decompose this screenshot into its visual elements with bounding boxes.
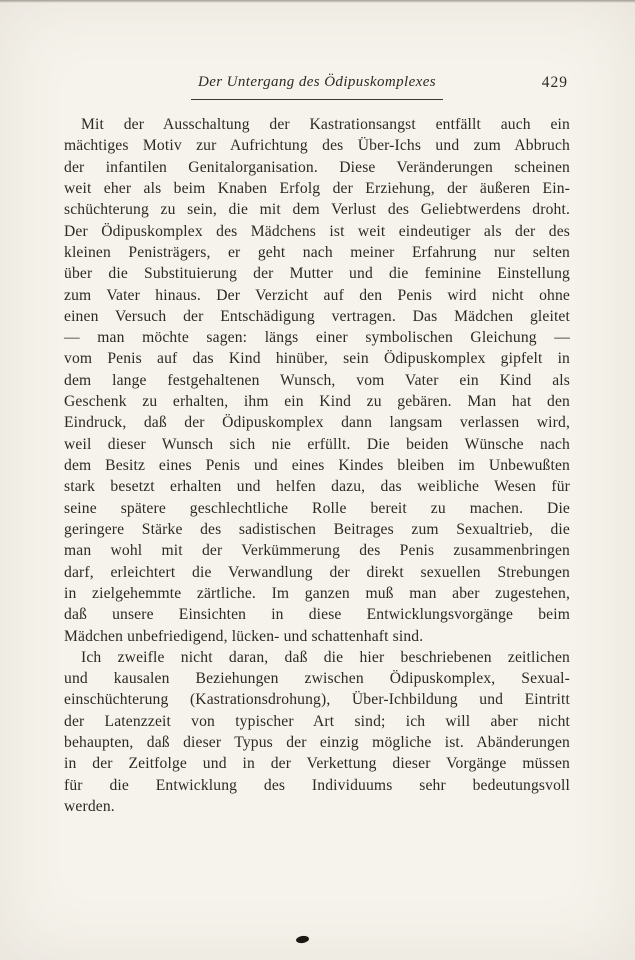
text-line: einschüchterung (Kastrationsdrohung), Über-Ichbildung und Eintritt — [64, 691, 570, 709]
scan-artifact — [296, 935, 310, 944]
text-line: darf, erleichtert die Verwandlung der direkt sexuellen Strebungen — [64, 563, 570, 581]
text-line: weil dieser Wunsch sich nie erfüllt. Die beiden Wünsche nach — [64, 435, 570, 453]
text-line: Ich zweifle nicht daran, daß die hier beschriebenen zeitlichen — [81, 648, 570, 666]
text-line: man wohl mit der Verkümmerung des Penis zusammenbringen — [64, 542, 570, 560]
text-line: Eindruck, daß der Ödipuskomplex dann langsam verlassen wird, — [64, 414, 570, 432]
text-line: in zielgehemmte zärtliche. Im ganzen muß man aber zugestehen, — [64, 584, 570, 602]
text-line: geringere Stärke des sadistischen Beitrages zum Sexualtrieb, die — [64, 520, 570, 538]
text-line: stark besetzt erhalten und helfen dazu, das weibliche Wesen für — [64, 478, 570, 496]
text-line: Der Ödipuskomplex des Mädchens ist weit eindeutiger als der des — [64, 222, 570, 240]
text-line: der infantilen Genitalorganisation. Diese Veränderungen scheinen — [64, 158, 570, 176]
text-line: einen Versuch der Entschädigung vertragen. Das Mädchen gleitet — [64, 307, 570, 325]
text-line: vom Penis auf das Kind hinüber, sein Ödipuskomplex gipfelt in — [64, 350, 570, 368]
page-header — [64, 74, 570, 94]
page-content — [64, 74, 570, 817]
text-line: dem Besitz eines Penis und eines Kindes bleiben im Unbewußten — [64, 457, 570, 474]
text-line: seine spätere geschlechtliche Rolle bereit zu machen. Die — [64, 499, 570, 517]
text-line: über die Substituierung der Mutter und die feminine Einstellung — [64, 265, 570, 283]
text-line: weit eher als beim Knaben Erfolg der Erziehung, der äußeren Ein- — [64, 179, 570, 197]
text-line: Mit der Ausschaltung der Kastrationsangst entfällt auch ein — [81, 116, 570, 133]
text-line: behaupten, daß dieser Typus der einzig mögliche ist. Abänderungen — [64, 734, 570, 752]
text-line: und kausalen Beziehungen zwischen Ödipuskomplex, Sexual- — [64, 670, 570, 688]
text-line: für die Entwicklung des Individuums sehr bedeutungsvoll — [64, 776, 570, 794]
text-line: daß unsere Einsichten in diese Entwicklungsvorgänge beim — [64, 606, 570, 624]
text-line: dem lange festgehaltenen Wunsch, vom Vater ein Kind als — [64, 371, 570, 389]
text-line: werden. — [64, 798, 115, 815]
text-line: mächtiges Motiv zur Aufrichtung des Über-Ichs und zum Abbruch — [64, 137, 570, 155]
page-number: 429 — [541, 74, 568, 91]
text-line: Geschenk zu erhalten, ihm ein Kind zu gebären. Man hat den — [64, 393, 570, 411]
text-line: — man möchte sagen: längs einer symbolischen Gleichung — — [64, 329, 570, 347]
text-line: kleinen Penisträgers, er geht nach meiner Erfahrung nur selten — [64, 243, 570, 261]
text-line: Mädchen unbefriedigend, lücken- und schattenhaft sind. — [64, 627, 424, 645]
page-body — [64, 114, 570, 817]
text-line: schüchterung zu sein, die mit dem Verlust des Geliebtwerdens droht. — [64, 201, 570, 219]
running-head-title: Der Untergang des Ödipuskomplexes — [197, 74, 437, 90]
text-line: in der Zeitfolge und in der Verkettung dieser Vorgänge müssen — [64, 755, 570, 773]
header-rule — [191, 99, 443, 100]
text-line: zum Vater hinaus. Der Verzicht auf den Penis wird nicht ohne — [64, 286, 570, 304]
text-line: der Latenzzeit von typischer Art sind; ich will aber nicht — [64, 712, 570, 730]
